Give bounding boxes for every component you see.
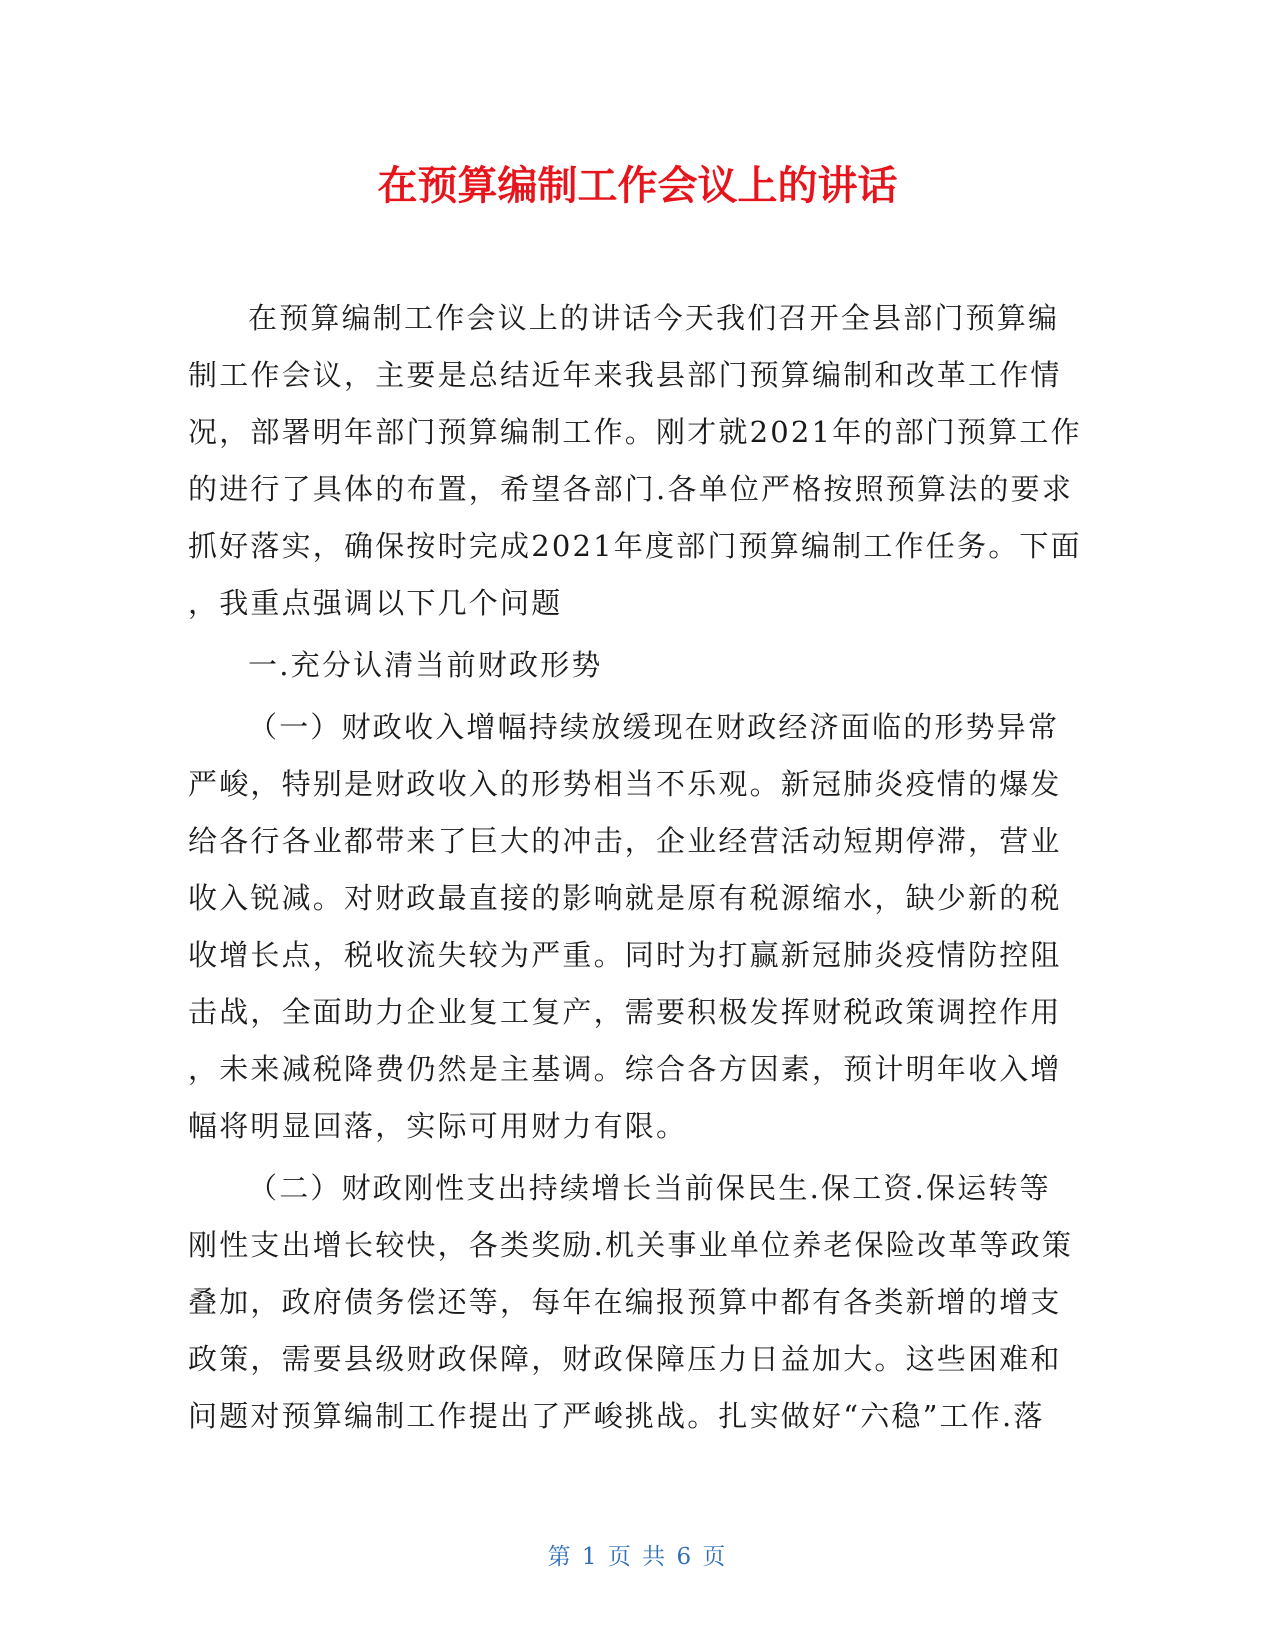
paragraph-line: （一）财政收入增幅持续放缓现在财政经济面临的形势异常 — [248, 710, 1060, 744]
paragraph-line: 幅将明显回落，实际可用财力有限。 — [188, 1109, 688, 1143]
paragraph-line: 问题对预算编制工作提出了严峻挑战。扎实做好“六稳”工作.落 — [188, 1399, 1045, 1433]
paragraph-line: 叠加，政府债务偿还等，每年在编报预算中都有各类新增的增支 — [188, 1285, 1062, 1319]
paragraph-line: 在预算编制工作会议上的讲话今天我们召开全县部门预算编 — [248, 301, 1060, 335]
paragraph-line: 的进行了具体的布置，希望各部门.各单位严格按照预算法的要求 — [188, 472, 1074, 506]
paragraph-line: 击战，全面助力企业复工复产，需要积极发挥财税政策调控作用 — [188, 995, 1062, 1029]
page-number-footer: 第 1 页 共 6 页 — [547, 1544, 728, 1570]
paragraph-line: 况，部署明年部门预算编制工作。刚才就2021年的部门预算工作 — [188, 415, 1082, 449]
paragraph-line: 制工作会议，主要是总结近年来我县部门预算编制和改革工作情 — [188, 358, 1062, 392]
paragraph-line: 抓好落实，确保按时完成2021年度部门预算编制工作任务。下面 — [188, 529, 1082, 563]
document-title: 在预算编制工作会议上的讲话 — [377, 163, 898, 209]
paragraph-line: 政策，需要县级财政保障，财政保障压力日益加大。这些困难和 — [188, 1342, 1062, 1376]
paragraph-line: 给各行各业都带来了巨大的冲击，企业经营活动短期停滞，营业 — [188, 824, 1062, 858]
paragraph-line: ，未来减税降费仍然是主基调。综合各方因素，预计明年收入增 — [188, 1052, 1062, 1086]
document-body — [188, 290, 1083, 1445]
paragraph-line: 收入锐减。对财政最直接的影响就是原有税源缩水，缺少新的税 — [188, 881, 1062, 915]
paragraph-line: 收增长点，税收流失较为严重。同时为打赢新冠肺炎疫情防控阻 — [188, 938, 1062, 972]
section-heading: 一.充分认清当前财政形势 — [248, 648, 603, 682]
paragraph-line: （二）财政刚性支出持续增长当前保民生.保工资.保运转等 — [248, 1171, 1051, 1205]
paragraph-line: 刚性支出增长较快，各类奖励.机关事业单位养老保险改革等政策 — [188, 1228, 1074, 1262]
paragraph-line: 严峻，特别是财政收入的形势相当不乐观。新冠肺炎疫情的爆发 — [188, 767, 1062, 801]
paragraph-line: ，我重点强调以下几个问题 — [188, 586, 563, 620]
